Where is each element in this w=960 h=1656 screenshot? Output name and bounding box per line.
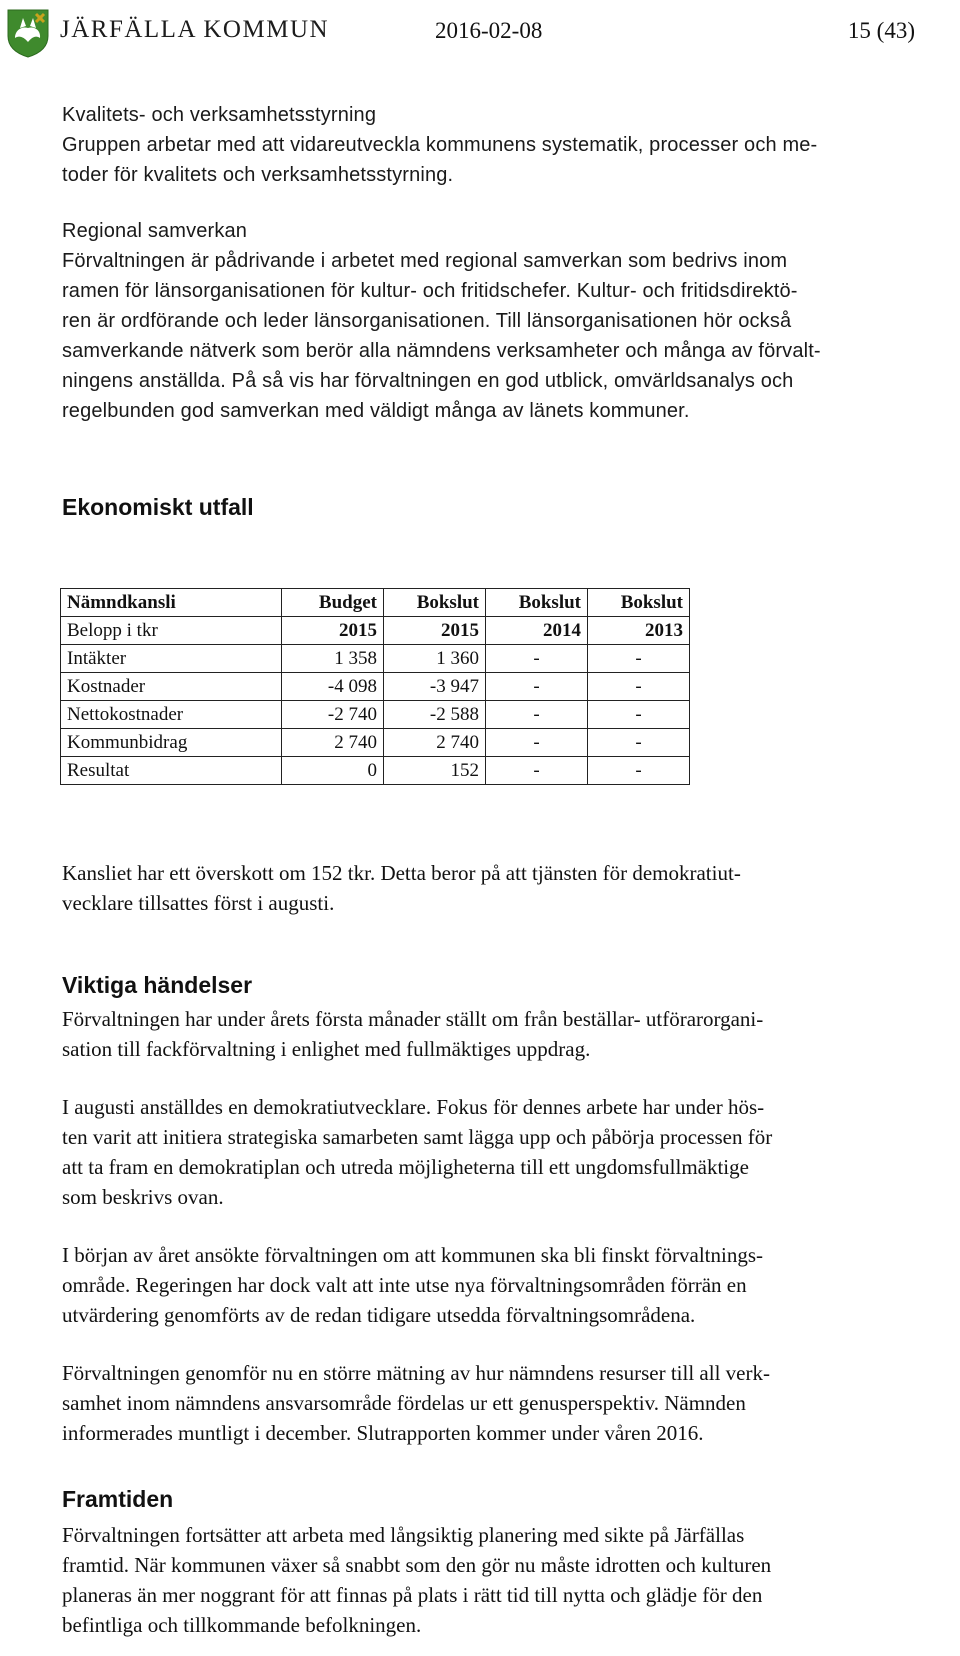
table-row (61, 701, 690, 729)
table-cell: Nämndkansli (61, 589, 282, 617)
section-viktiga (62, 972, 928, 999)
table-row (61, 757, 690, 785)
text-line: ren är ordförande och leder länsorganisationen. Till länsorganisationen hör också (62, 310, 792, 332)
text-line: toder för kvalitets och verksamhetsstyrning. (62, 164, 454, 186)
table-cell: 2014 (486, 617, 588, 645)
table-cell: Belopp i tkr (61, 617, 282, 645)
table-cell: Budget (282, 589, 384, 617)
viktiga-paragraph-3 (62, 1240, 928, 1330)
table-cell: - (588, 757, 690, 785)
text-line: Förvaltningen genomför nu en större mätning av hur nämndens resurser till all verk- (62, 1361, 770, 1385)
section-heading-viktiga: Viktiga händelser (62, 972, 253, 998)
table-cell: Resultat (61, 757, 282, 785)
section-framtiden (62, 1486, 928, 1513)
table-row (61, 729, 690, 757)
ekonomi-heading-block (62, 494, 928, 521)
text-line: att ta fram en demokratiplan och utreda möjligheterna till ett ungdomsfullmäktige (62, 1155, 749, 1179)
table-cell: 0 (282, 757, 384, 785)
text-line: vecklare tillsattes först i augusti. (62, 891, 335, 915)
text-line: sation till fackförvaltning i enlighet med fullmäktiges uppdrag. (62, 1037, 591, 1061)
table-cell: 152 (384, 757, 486, 785)
text-line: I början av året ansökte förvaltningen om att kommunen ska bli finskt förvaltnings- (62, 1243, 763, 1267)
financial-table (60, 588, 690, 785)
table-cell: - (588, 673, 690, 701)
text-line: I augusti anställdes en demokratiutvecklare. Fokus för dennes arbete har under hös- (62, 1095, 765, 1119)
table-cell: -2 740 (282, 701, 384, 729)
text-line: Gruppen arbetar med att vidareutveckla kommunens systematik, processer och me- (62, 134, 818, 156)
page-header (0, 4, 960, 56)
table-header-row (61, 589, 690, 617)
table-cell: Kostnader (61, 673, 282, 701)
table-cell: 2015 (384, 617, 486, 645)
text-line: framtid. När kommunen växer så snabbt som den gör nu måste idrotten och kulturen (62, 1553, 772, 1577)
jarfalla-coat-of-arms-icon (6, 8, 50, 58)
table-cell: - (486, 757, 588, 785)
framtiden-paragraph (62, 1520, 928, 1640)
table-cell: Intäkter (61, 645, 282, 673)
table-cell: 1 360 (384, 645, 486, 673)
table-cell: Bokslut (486, 589, 588, 617)
text-line: planeras än mer noggrant för att finnas på plats i rätt tid till nytta och glädje för den (62, 1583, 763, 1607)
text-line: Kansliet har ett överskott om 152 tkr. Detta beror på att tjänsten för demokratiut- (62, 861, 741, 885)
table-subheader-row (61, 617, 690, 645)
table-cell: Kommunbidrag (61, 729, 282, 757)
viktiga-paragraph-1 (62, 1004, 928, 1064)
table-cell: Nettokostnader (61, 701, 282, 729)
text-line: utvärdering genomförts av de redan tidigare utsedda förvaltningsområdena. (62, 1303, 696, 1327)
text-line: som beskrivs ovan. (62, 1185, 224, 1209)
text-line: ramen för länsorganisationen för kultur- och fritidschefer. Kultur- och fritidsdirektö- (62, 280, 798, 302)
viktiga-paragraph-4 (62, 1358, 928, 1448)
table-cell: 2 740 (282, 729, 384, 757)
document-date: 2016-02-08 (435, 18, 543, 43)
section-regional (62, 216, 928, 426)
table-cell: - (588, 701, 690, 729)
table-cell: - (486, 673, 588, 701)
text-line: samverkande nätverk som berör alla nämndens verksamheter och många av förvalt- (62, 340, 821, 362)
table-cell: Bokslut (384, 589, 486, 617)
table-cell: -4 098 (282, 673, 384, 701)
text-line: befintliga och tillkommande befolkningen. (62, 1613, 422, 1637)
table-row (61, 645, 690, 673)
organization-name: JÄRFÄLLA KOMMUN (60, 16, 330, 43)
table-cell: Bokslut (588, 589, 690, 617)
table-cell: 2013 (588, 617, 690, 645)
section-heading-ekonomi: Ekonomiskt utfall (62, 494, 254, 520)
viktiga-paragraph-2 (62, 1092, 928, 1212)
text-line: regelbunden god samverkan med väldigt många av länets kommuner. (62, 400, 690, 422)
section-kvalitet (62, 100, 928, 190)
text-line: ten varit att initiera strategiska samarbeten samt lägga upp och påbörja processen för (62, 1125, 773, 1149)
table-cell: - (588, 645, 690, 673)
table-cell: - (486, 645, 588, 673)
page-number: 15 (43) (847, 18, 915, 43)
table-cell: - (486, 701, 588, 729)
text-line: Förvaltningen har under årets första månader ställt om från beställar- utförarorgani- (62, 1007, 764, 1031)
table-cell: - (588, 729, 690, 757)
section-heading-framtiden: Framtiden (62, 1486, 174, 1512)
text-line: Förvaltningen är pådrivande i arbetet med regional samverkan som bedrivs inom (62, 250, 788, 272)
text-line: informerades muntligt i december. Slutrapporten kommer under våren 2016. (62, 1421, 704, 1445)
table-cell: - (486, 729, 588, 757)
text-line: samhet inom nämndens ansvarsområde fördelas ur ett genusperspektiv. Nämnden (62, 1391, 746, 1415)
text-line: Förvaltningen fortsätter att arbeta med långsiktig planering med sikte på Järfällas (62, 1523, 745, 1547)
section-title: Kvalitets- och verksamhetsstyrning (62, 104, 377, 126)
table-cell: 1 358 (282, 645, 384, 673)
table-cell: -2 588 (384, 701, 486, 729)
text-line: område. Regeringen har dock valt att inte utse nya förvaltningsområden förrän en (62, 1273, 747, 1297)
table-cell: 2 740 (384, 729, 486, 757)
table-cell: -3 947 (384, 673, 486, 701)
text-line: ningens anställda. På så vis har förvaltningen en god utblick, omvärldsanalys och (62, 370, 794, 392)
section-title: Regional samverkan (62, 220, 248, 242)
ekonomi-comment (62, 858, 928, 918)
table-cell: 2015 (282, 617, 384, 645)
table-row (61, 673, 690, 701)
